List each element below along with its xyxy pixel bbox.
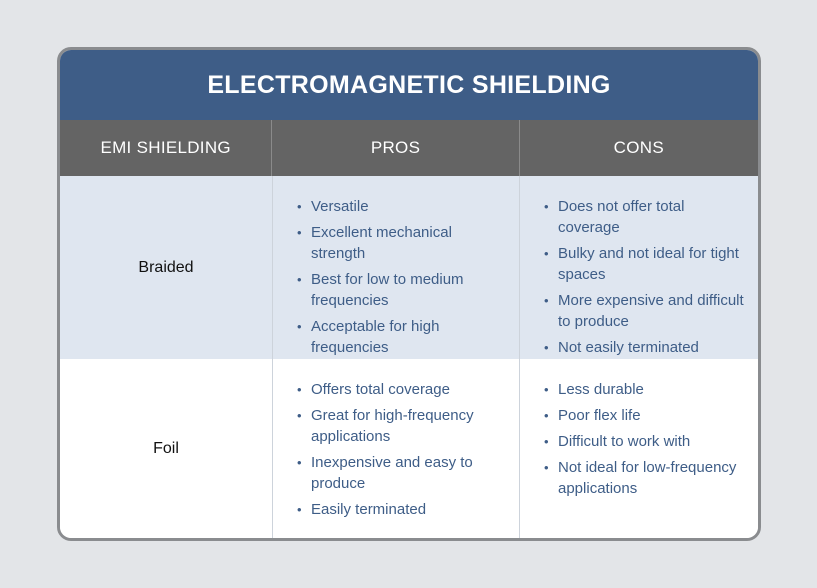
bullet-icon: • xyxy=(544,460,549,475)
bullet-icon: • xyxy=(544,382,549,397)
header-emi-shielding: EMI SHIELDING xyxy=(100,138,231,157)
list-item: • Inexpensive and easy to produce xyxy=(297,454,473,492)
bullet-icon: • xyxy=(544,199,549,214)
shielding-table-card xyxy=(57,47,761,541)
header-pros: PROS xyxy=(271,120,518,176)
pros-list-braided xyxy=(297,196,509,358)
bullet-icon: • xyxy=(544,340,549,355)
bullet-icon: • xyxy=(297,199,302,214)
list-item: • Difficult to work with xyxy=(544,433,691,450)
list-item: • Poor flex life xyxy=(544,407,641,424)
bullet-icon: • xyxy=(544,293,549,308)
bullet-icon: • xyxy=(297,382,302,397)
list-item: • Best for low to medium frequencies xyxy=(297,271,464,309)
table-title: ELECTROMAGNETIC SHIELDING xyxy=(60,50,758,120)
table-row-braided xyxy=(60,176,758,359)
bullet-icon: • xyxy=(544,434,549,449)
bullet-icon: • xyxy=(297,502,302,517)
list-item: • More expensive and difficult to produce xyxy=(544,292,744,330)
list-item: • Excellent mechanical strength xyxy=(297,224,452,262)
bullet-icon: • xyxy=(544,246,549,261)
bullet-icon: • xyxy=(297,272,302,287)
list-item: • Bulky and not ideal for tight spaces xyxy=(544,245,739,283)
list-item: • Offers total coverage xyxy=(297,381,450,398)
list-item: • Does not offer total coverage xyxy=(544,198,685,236)
bullet-icon: • xyxy=(297,408,302,423)
list-item: • Versatile xyxy=(297,198,369,215)
cons-cell-foil xyxy=(519,359,758,538)
list-item: • Not easily terminated xyxy=(544,339,699,356)
list-item: • Acceptable for high frequencies xyxy=(297,318,440,356)
cons-list-foil xyxy=(544,379,748,499)
header-cons: CONS xyxy=(519,120,758,176)
list-item: • Not ideal for low-frequency applications xyxy=(544,459,737,497)
bullet-icon: • xyxy=(297,319,302,334)
pros-cell-foil xyxy=(272,359,519,538)
cons-list-braided xyxy=(544,196,748,358)
table-row-foil xyxy=(60,359,758,538)
row-label-foil: Foil xyxy=(153,439,179,457)
row-label-braided: Braided xyxy=(138,258,194,276)
pros-cell-braided xyxy=(272,176,519,359)
cons-cell-braided xyxy=(519,176,758,359)
pros-list-foil xyxy=(297,379,509,520)
header-row xyxy=(60,120,758,176)
list-item: • Easily terminated xyxy=(297,501,427,518)
list-item: • Less durable xyxy=(544,381,644,398)
bullet-icon: • xyxy=(297,455,302,470)
list-item: • Great for high-frequency applications xyxy=(297,407,474,445)
bullet-icon: • xyxy=(544,408,549,423)
bullet-icon: • xyxy=(297,225,302,240)
